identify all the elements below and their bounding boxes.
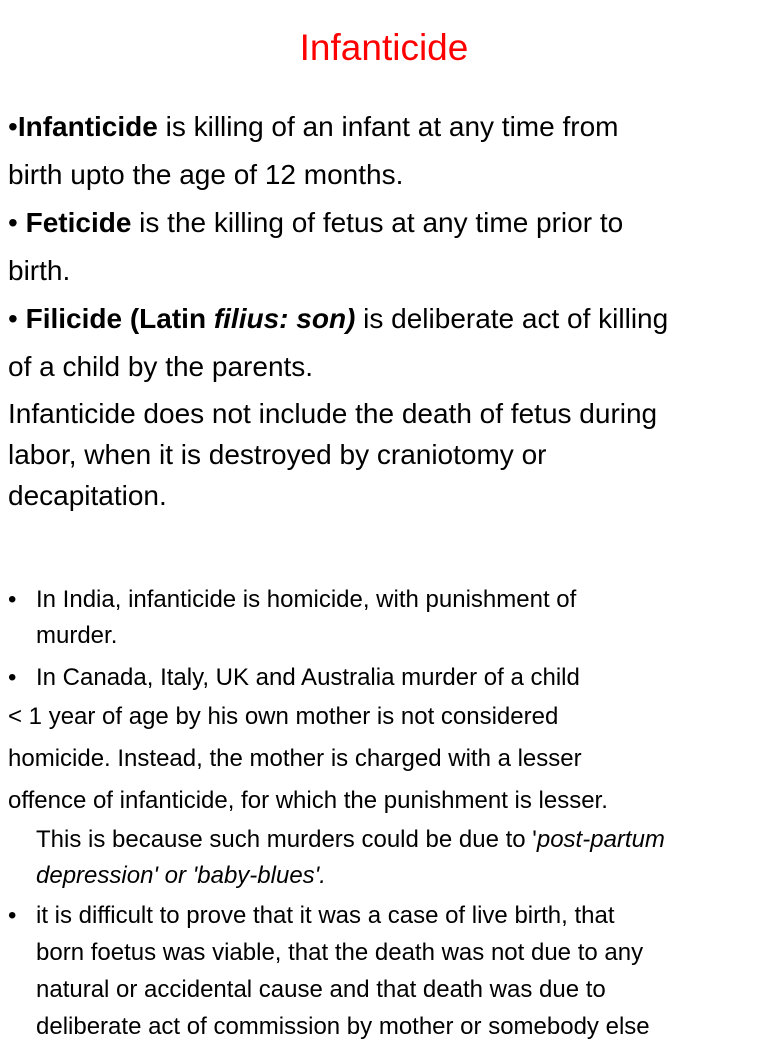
list-item-text: < 1 year of age by his own mother is not considered [8,703,559,730]
list-item-text: In Canada, Italy, UK and Australia murder of a child [36,664,580,691]
page-title: Infanticide [299,27,469,68]
paragraph-line: Infanticide does not include the death of fetus during [8,398,658,429]
bullet: • [8,902,17,929]
bullet: • [8,207,26,238]
definitions-section [8,103,763,516]
definition-text: birth. [8,255,71,286]
list-item-text: murder. [36,622,118,649]
definition-text: is killing of an infant at any time from [157,111,619,142]
list-item-india [8,582,763,654]
notes-section [8,582,763,1045]
bullet: • [8,586,17,613]
bullet: • [8,303,26,334]
list-item-text: offence of infanticide, for which the punishment is lesser. [8,787,608,814]
term-feticide: Feticide [25,207,132,238]
canada-continuation [8,696,763,822]
list-item-text: natural or accidental cause and that death was due to [36,976,606,1003]
definition-text: is the killing of fetus at any time prior to [131,207,624,238]
paragraph-line: decapitation. [8,480,167,511]
list-item-text: born foetus was viable, that the death was not due to any [36,939,644,966]
bullet: • [8,111,18,142]
list-item-text: it is difficult to prove that it was a case of live birth, that [36,902,615,929]
feticide-definition [8,199,763,295]
list-item-text: deliberate act of commission by mother or somebody else [36,1013,650,1040]
list-item-canada [8,660,763,696]
bullet: • [8,664,17,691]
definition-text: is deliberate act of killing [355,303,669,334]
definition-text: of a child by the parents. [8,351,314,382]
paragraph-line: labor, when it is destroyed by craniotomy or [8,439,547,470]
list-item-proof [8,897,763,1045]
list-item-text-italic: depression' or 'baby-blues'. [36,862,326,889]
list-item-text: This is because such murders could be due to ' [36,826,537,853]
term-filicide-latin: filius: son) [213,303,356,334]
infanticide-definition [8,103,763,199]
canada-reason [8,822,763,894]
exclusion-paragraph [8,393,763,516]
list-item-text: In India, infanticide is homicide, with punishment of [36,586,577,613]
list-item-text: homicide. Instead, the mother is charged with a lesser [8,745,582,772]
list-item-text-italic: post-partum [536,826,665,853]
term-infanticide: Infanticide [17,111,158,142]
filicide-definition [8,295,763,391]
definition-text: birth upto the age of 12 months. [8,159,404,190]
term-filicide: Filicide (Latin [25,303,214,334]
